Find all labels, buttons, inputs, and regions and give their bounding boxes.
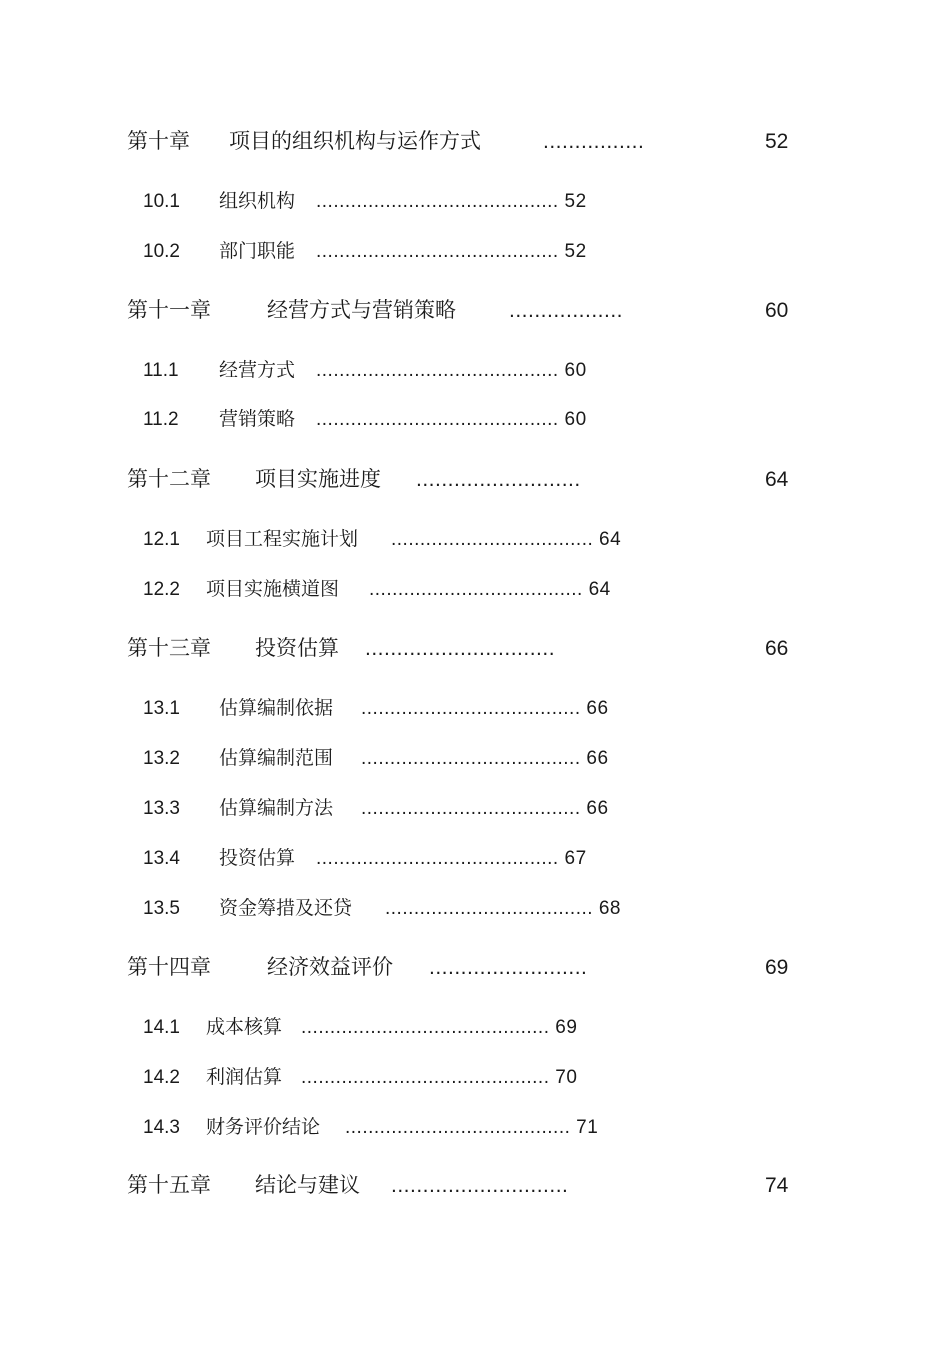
leader-dots-text: .......................................... — [316, 409, 559, 430]
section-title: 利润估算 — [206, 1066, 283, 1088]
toc-section-12-1[interactable] — [143, 528, 622, 550]
chapter-title: 投资估算 — [255, 636, 339, 660]
leader-dots-text: .......................................... — [316, 360, 559, 381]
chapter-label: 第十五章 — [127, 1173, 211, 1197]
leader-dots: ............................ — [391, 1174, 569, 1197]
section-number: 13.5 — [143, 898, 180, 919]
section-title: 项目实施横道图 — [206, 578, 340, 600]
section-title: 成本核算 — [206, 1016, 283, 1038]
leader-dots — [361, 799, 609, 818]
page-number: 66 — [765, 637, 789, 660]
chapter-title: 项目实施进度 — [255, 467, 381, 491]
section-number: 10.1 — [143, 191, 180, 212]
page-number: 60 — [765, 299, 789, 322]
page-number: 68 — [598, 898, 621, 919]
page-number: 69 — [765, 956, 789, 979]
chapter-title: 结论与建议 — [255, 1173, 360, 1197]
leader-dots: .................. — [509, 299, 624, 322]
page-number: 69 — [555, 1017, 578, 1038]
leader-dots-text: ...................................... — [361, 798, 581, 819]
leader-dots — [301, 1018, 577, 1037]
section-title: 部门职能 — [219, 240, 296, 262]
section-number: 13.1 — [143, 698, 180, 719]
chapter-label: 第十四章 — [127, 955, 211, 979]
leader-dots: ......................... — [429, 956, 588, 979]
leader-dots — [361, 699, 609, 718]
section-title: 估算编制方法 — [219, 797, 334, 819]
section-number: 13.2 — [143, 748, 180, 769]
page-number: 60 — [564, 409, 587, 430]
chapter-title: 项目的组织机构与运作方式 — [229, 129, 481, 153]
section-number: 12.2 — [143, 579, 180, 600]
leader-dots — [316, 849, 587, 868]
leader-dots — [385, 899, 621, 918]
leader-dots-text: ..................................... — [369, 579, 583, 600]
page-number: 70 — [555, 1067, 578, 1088]
leader-dots — [361, 749, 609, 768]
toc-section-14-2[interactable] — [143, 1066, 578, 1088]
leader-dots: .......................... — [416, 468, 581, 491]
section-number: 11.2 — [143, 409, 179, 430]
chapter-label: 第十一章 — [127, 298, 211, 322]
leader-dots — [316, 242, 587, 261]
section-number: 13.3 — [143, 798, 180, 819]
leader-dots: .............................. — [365, 637, 556, 660]
section-number: 13.4 — [143, 848, 180, 869]
leader-dots-text: ...................................... — [361, 748, 581, 769]
leader-dots-text: ................................... — [391, 529, 594, 550]
page-number: 64 — [765, 468, 789, 491]
page-number: 64 — [599, 529, 622, 550]
leader-dots-text: .......................................... — [316, 848, 559, 869]
page-number: 71 — [576, 1117, 599, 1138]
page-number: 67 — [564, 848, 587, 869]
section-number: 14.2 — [143, 1067, 180, 1088]
leader-dots-text: .................................... — [385, 898, 594, 919]
section-number: 12.1 — [143, 529, 180, 550]
toc-section-11-2[interactable] — [143, 408, 587, 430]
section-number: 10.2 — [143, 241, 180, 262]
section-number: 14.1 — [143, 1017, 180, 1038]
toc-section-13-2[interactable] — [143, 747, 609, 769]
toc-section-10-1[interactable] — [143, 190, 587, 212]
section-title: 财务评价结论 — [206, 1116, 321, 1138]
leader-dots — [391, 530, 621, 549]
toc-section-13-5[interactable] — [143, 897, 621, 919]
leader-dots-text: ...................................... — [361, 698, 581, 719]
toc-section-12-2[interactable] — [143, 578, 611, 600]
section-number: 14.3 — [143, 1117, 180, 1138]
page-number: 64 — [588, 579, 611, 600]
page-number: 60 — [564, 360, 587, 381]
page-number: 66 — [586, 798, 609, 819]
chapter-label: 第十章 — [127, 129, 190, 153]
leader-dots — [316, 192, 587, 211]
leader-dots — [369, 580, 611, 599]
leader-dots-text: .......................................... — [316, 191, 559, 212]
chapter-title: 经济效益评价 — [267, 955, 393, 979]
leader-dots: ................ — [543, 130, 645, 153]
leader-dots-text: ........................................... — [301, 1067, 550, 1088]
leader-dots-text: .......................................... — [316, 241, 559, 262]
section-title: 资金筹措及还贷 — [219, 897, 353, 919]
page-number: 52 — [564, 241, 587, 262]
section-number: 11.1 — [143, 360, 179, 381]
section-title: 项目工程实施计划 — [206, 528, 359, 550]
toc-section-10-2[interactable] — [143, 240, 587, 262]
toc-section-13-3[interactable] — [143, 797, 609, 819]
chapter-label: 第十三章 — [127, 636, 211, 660]
leader-dots — [316, 361, 587, 380]
leader-dots — [345, 1118, 598, 1137]
chapter-title: 经营方式与营销策略 — [267, 298, 456, 322]
toc-section-11-1[interactable] — [143, 359, 587, 381]
section-title: 估算编制依据 — [219, 697, 334, 719]
page-number: 52 — [765, 130, 789, 153]
toc-section-13-1[interactable] — [143, 697, 609, 719]
leader-dots — [301, 1068, 577, 1087]
page-number: 52 — [564, 191, 587, 212]
toc-section-14-3[interactable] — [143, 1116, 599, 1138]
leader-dots — [316, 410, 587, 429]
toc-section-14-1[interactable] — [143, 1016, 578, 1038]
section-title: 经营方式 — [219, 359, 296, 381]
chapter-label: 第十二章 — [127, 467, 211, 491]
page-number: 66 — [586, 698, 609, 719]
section-title: 估算编制范围 — [219, 747, 334, 769]
leader-dots-text: ........................................... — [301, 1017, 550, 1038]
toc-section-13-4[interactable] — [143, 847, 587, 869]
leader-dots-text: ....................................... — [345, 1117, 571, 1138]
page-number: 74 — [765, 1174, 789, 1197]
section-title: 组织机构 — [219, 190, 296, 212]
section-title: 营销策略 — [219, 408, 296, 430]
section-title: 投资估算 — [219, 847, 296, 869]
page-number: 66 — [586, 748, 609, 769]
